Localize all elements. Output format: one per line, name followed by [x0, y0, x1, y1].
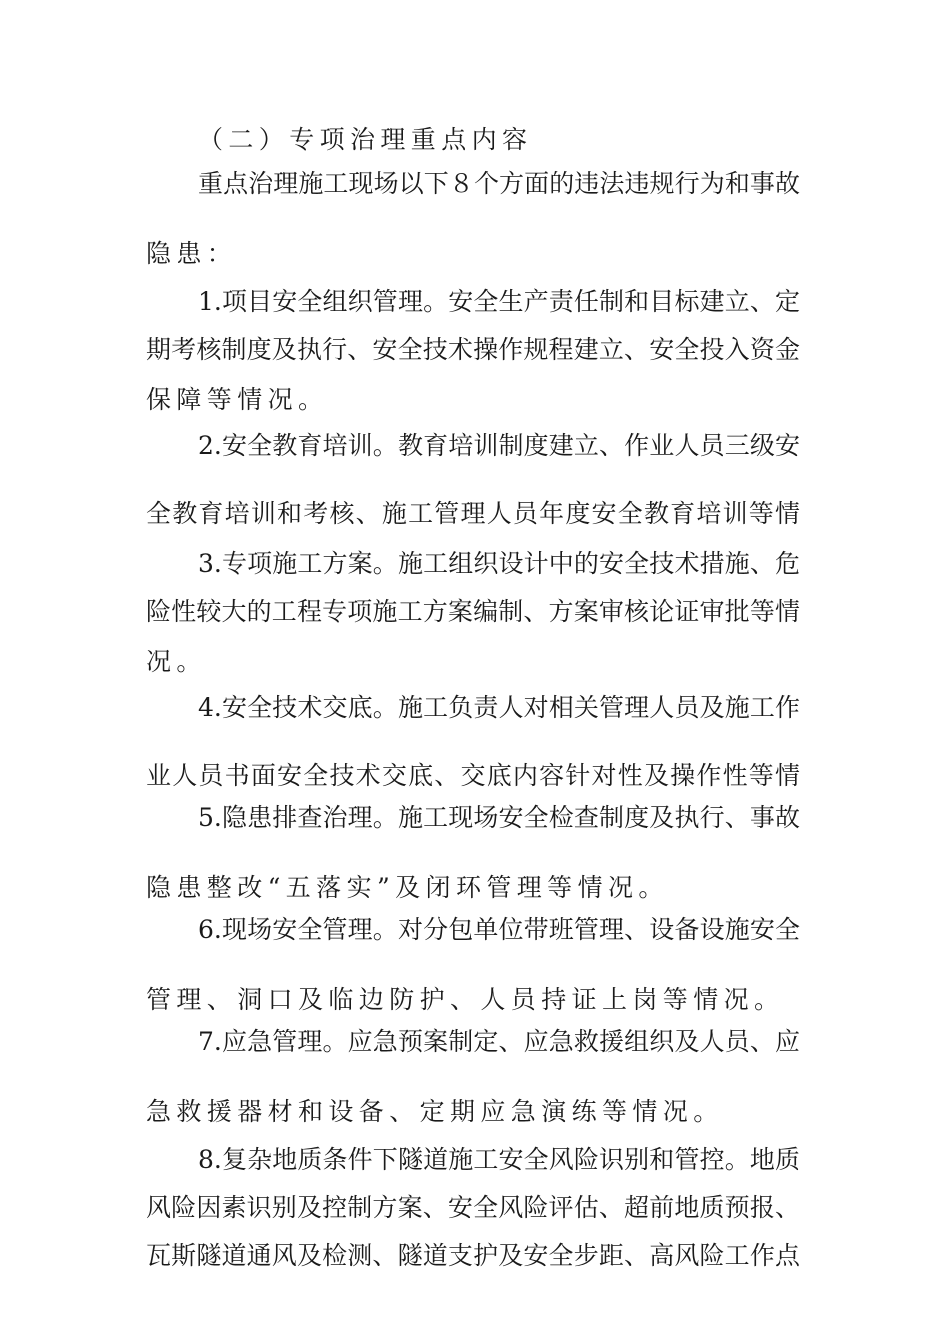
paragraph-line: 隐患：	[146, 239, 238, 268]
paragraph-line: 保障等情况。	[146, 385, 329, 414]
paragraph-line: 7.应急管理。应急预案制定、应急救援组织及人员、应	[198, 1027, 800, 1056]
paragraph-line: 期考核制度及执行、安全技术操作规程建立、安全投入资金	[146, 335, 800, 364]
paragraph-line: 8.复杂地质条件下隧道施工安全风险识别和管控。地质	[198, 1145, 800, 1174]
paragraph-line: 4.安全技术交底。施工负责人对相关管理人员及施工作	[198, 693, 800, 722]
paragraph-line: 业人员书面安全技术交底、交底内容针对性及操作性等情	[146, 761, 800, 790]
paragraph-line: 2.安全教育培训。教育培训制度建立、作业人员三级安	[198, 431, 800, 460]
paragraph-line: 况。	[146, 647, 207, 676]
paragraph-line: 重点治理施工现场以下８个方面的违法违规行为和事故	[198, 169, 800, 198]
paragraph-line: 管理、洞口及临边防护、人员持证上岗等情况。	[146, 985, 785, 1014]
paragraph-line: 急救援器材和设备、定期应急演练等情况。	[146, 1097, 724, 1126]
paragraph-line: 5.隐患排查治理。施工现场安全检查制度及执行、事故	[198, 803, 800, 832]
paragraph-line: 6.现场安全管理。对分包单位带班管理、设备设施安全	[198, 915, 800, 944]
paragraph-line: 风险因素识别及控制方案、安全风险评估、超前地质预报、	[146, 1193, 800, 1222]
paragraph-line: 3.专项施工方案。施工组织设计中的安全技术措施、危	[198, 549, 800, 578]
paragraph-line: 瓦斯隧道通风及检测、隧道支护及安全步距、高风险工作点	[146, 1241, 800, 1270]
paragraph-line: 全教育培训和考核、施工管理人员年度安全教育培训等情	[146, 499, 800, 528]
section-heading: （二）专项治理重点内容	[198, 125, 533, 154]
paragraph-line: 险性较大的工程专项施工方案编制、方案审核论证审批等情	[146, 597, 800, 626]
paragraph-line: 1.项目安全组织管理。安全生产责任制和目标建立、定	[198, 287, 800, 316]
paragraph-line: 隐患整改“五落实”及闭环管理等情况。	[146, 873, 669, 902]
